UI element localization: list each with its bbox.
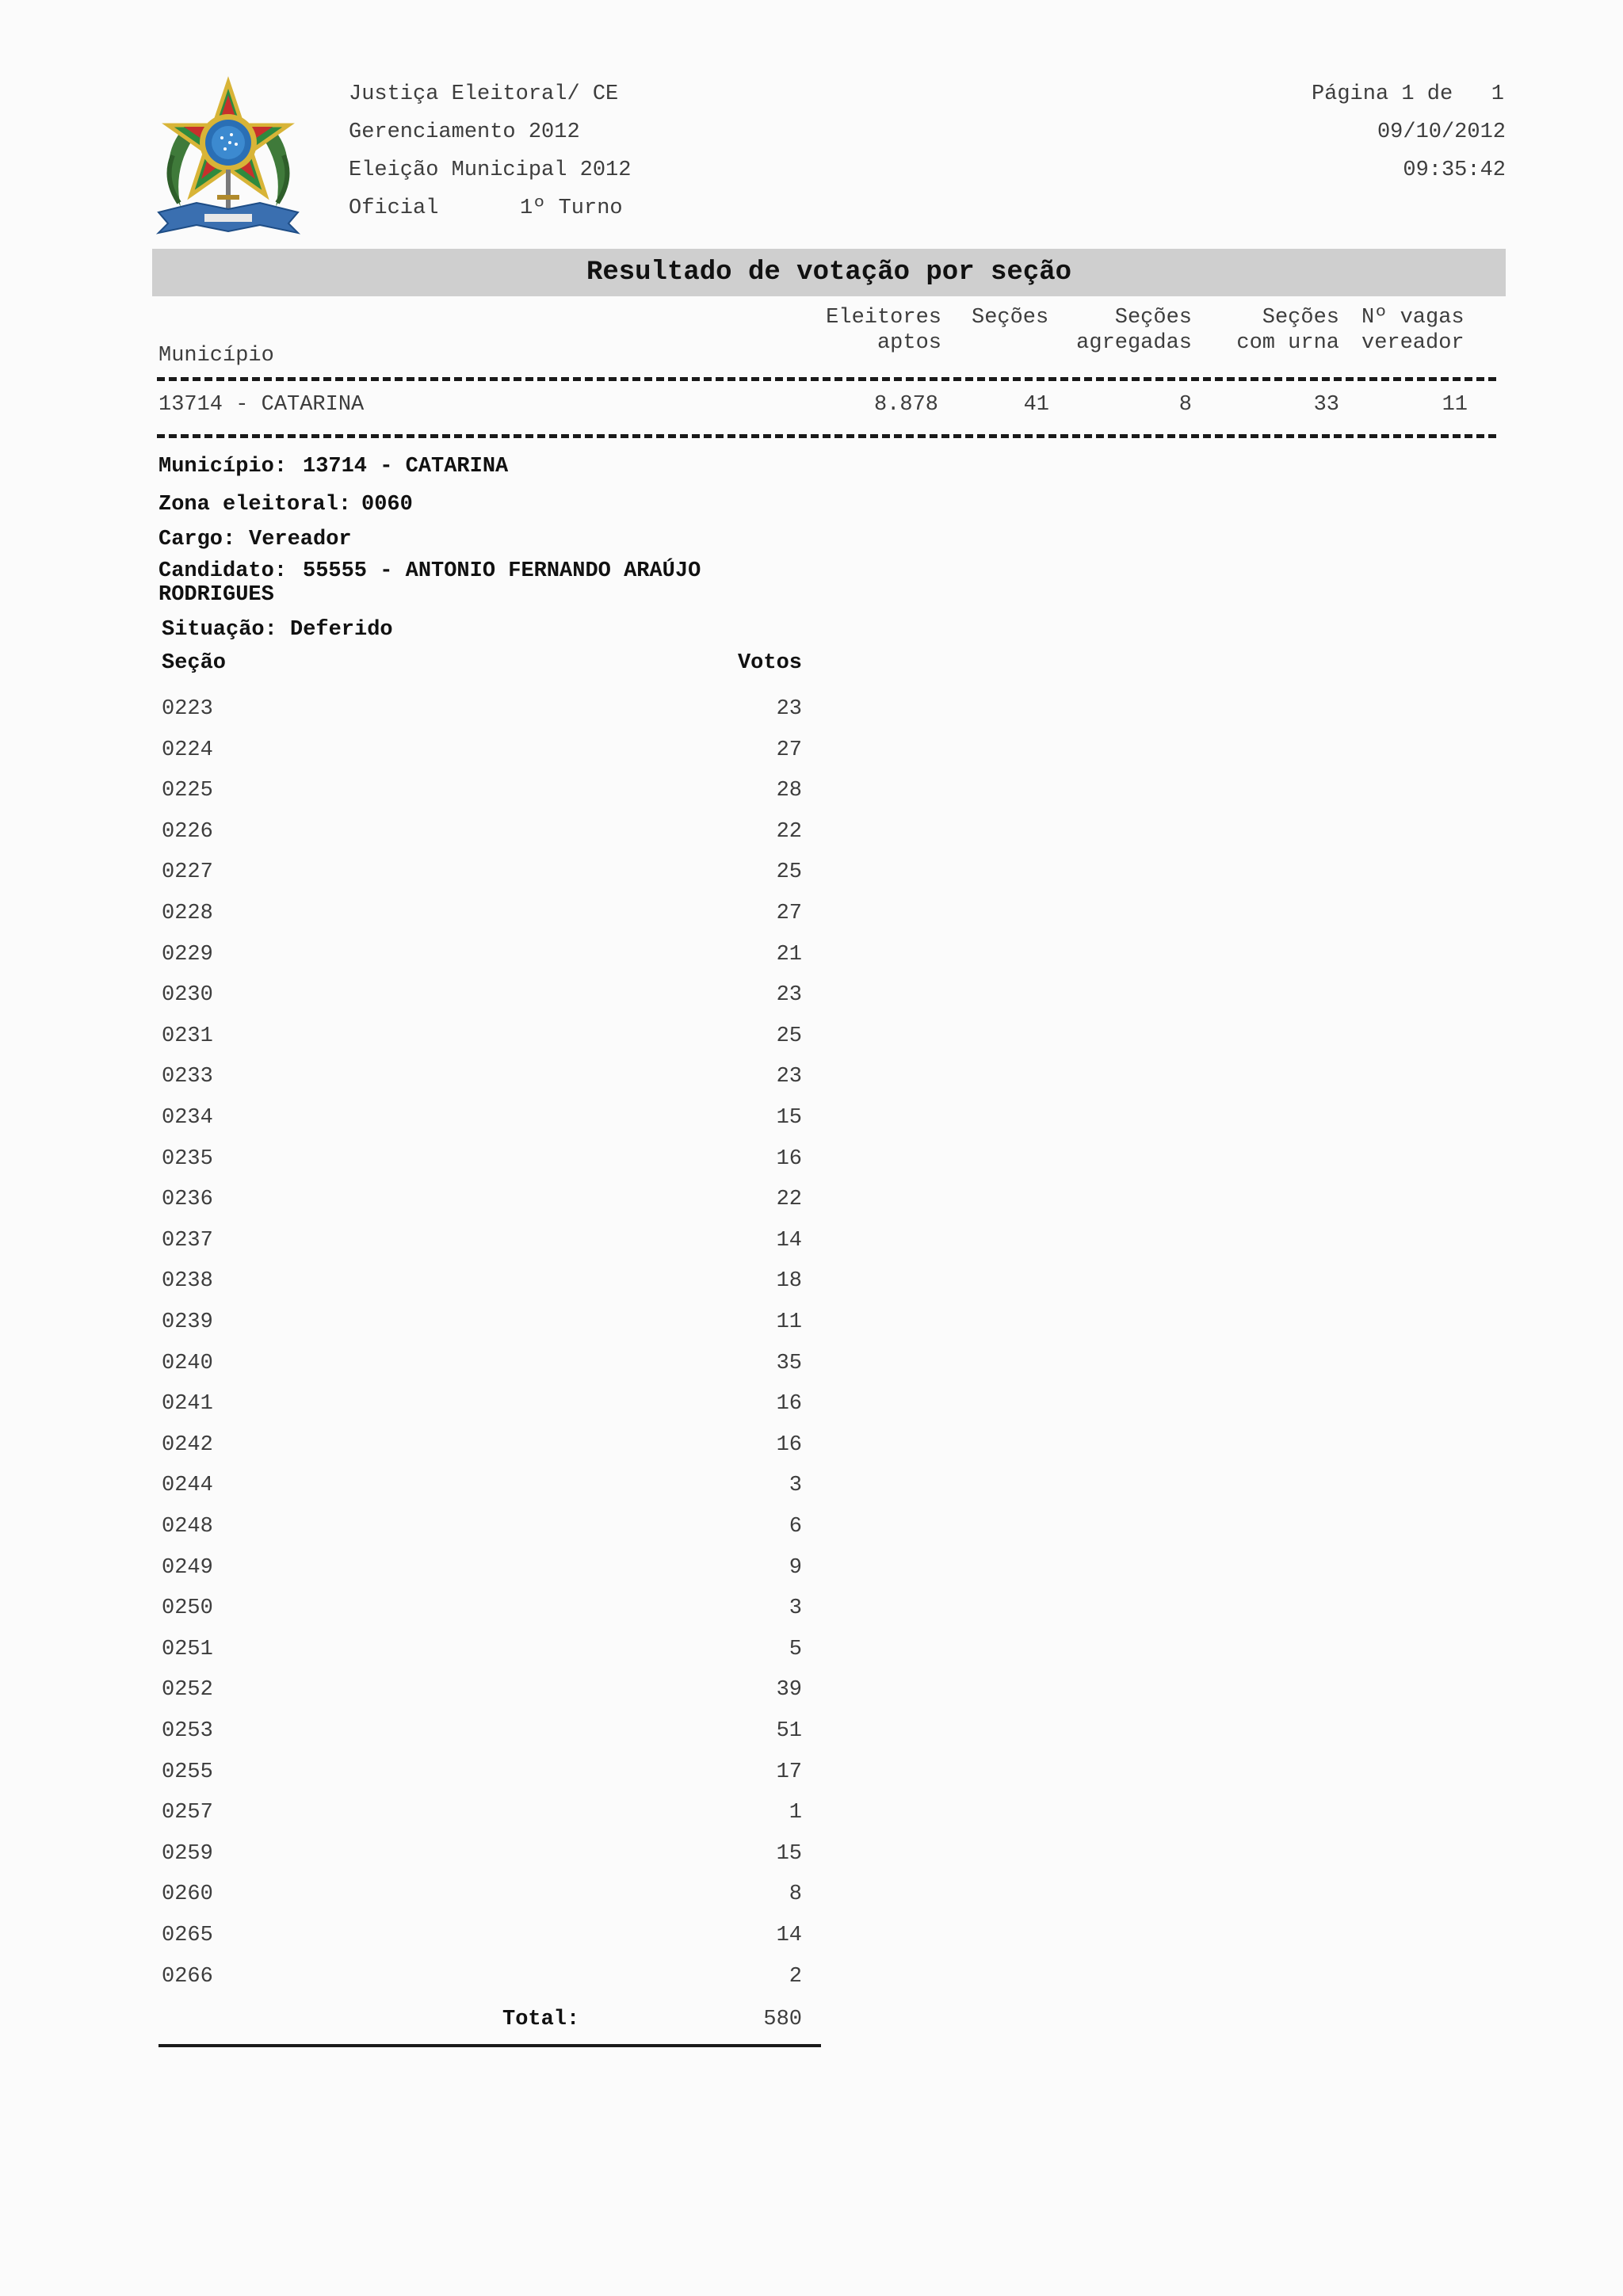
row-votos: 15 <box>776 1106 802 1130</box>
row-secao: 0235 <box>162 1146 213 1171</box>
row-votos: 3 <box>789 1596 802 1621</box>
row-votos: 23 <box>776 983 802 1008</box>
row-secao: 0228 <box>162 902 213 925</box>
total-underline <box>158 2044 821 2047</box>
row-secao: 0237 <box>162 1228 213 1253</box>
row-secao: 0230 <box>162 983 213 1008</box>
summary-eleitores: 8.878 <box>873 393 938 417</box>
row-secao: 0224 <box>162 738 213 762</box>
table-row <box>162 1474 802 1497</box>
row-secao: 0248 <box>162 1515 213 1539</box>
table-row <box>162 902 802 925</box>
row-secao: 0249 <box>162 1555 213 1580</box>
col-secao-header: Seção <box>162 651 227 675</box>
row-secao: 0240 <box>162 1351 213 1375</box>
row-votos: 21 <box>776 942 802 967</box>
divider <box>157 434 1496 438</box>
table-row <box>162 1065 802 1089</box>
row-votos: 27 <box>776 902 802 925</box>
row-secao: 0266 <box>162 1964 213 1989</box>
table-row <box>162 1024 802 1048</box>
row-votos: 16 <box>776 1432 802 1457</box>
summary-urna: 33 <box>1313 393 1339 417</box>
row-votos: 8 <box>789 1882 802 1907</box>
detail-municipio-label: Município: <box>158 455 288 479</box>
summary-vagas: 11 <box>1442 393 1468 417</box>
col-vagas-line1: Nº vagas <box>1361 306 1465 330</box>
col-eleitores-line1: Eleitores <box>826 306 941 330</box>
summary-secoes: 41 <box>1023 393 1049 417</box>
row-votos: 25 <box>776 1024 802 1048</box>
col-urna-line2: com urna <box>1236 331 1339 355</box>
coat-of-arms-icon <box>149 76 307 241</box>
detail-zona-label: Zona eleitoral: <box>158 493 352 517</box>
detail-situacao-label: Situação: <box>162 618 277 642</box>
row-secao: 0225 <box>162 779 213 803</box>
table-row <box>162 1760 802 1784</box>
detail-cargo-label: Cargo: <box>158 528 236 551</box>
row-votos: 6 <box>789 1515 802 1539</box>
table-row <box>162 779 802 803</box>
row-votos: 25 <box>776 860 802 885</box>
row-votos: 35 <box>776 1351 802 1375</box>
row-secao: 0252 <box>162 1678 213 1703</box>
system-name: Gerenciamento 2012 <box>349 120 580 144</box>
table-row <box>162 1310 802 1334</box>
row-secao: 0244 <box>162 1474 213 1498</box>
row-secao: 0231 <box>162 1024 213 1048</box>
col-agregadas-line2: agregadas <box>1076 331 1192 355</box>
table-row <box>162 1719 802 1743</box>
row-votos: 18 <box>776 1269 802 1294</box>
row-votos: 16 <box>776 1146 802 1171</box>
table-row <box>162 1433 802 1457</box>
row-secao: 0236 <box>162 1188 213 1212</box>
row-secao: 0223 <box>162 697 213 721</box>
report-date: 09/10/2012 <box>1377 120 1506 144</box>
row-secao: 0241 <box>162 1392 213 1417</box>
row-votos: 3 <box>789 1474 802 1498</box>
total-value: 580 <box>763 2008 802 2031</box>
row-votos: 28 <box>776 779 802 803</box>
row-secao: 0250 <box>162 1596 213 1621</box>
row-votos: 2 <box>789 1964 802 1989</box>
row-votos: 51 <box>776 1719 802 1743</box>
table-row <box>162 1392 802 1416</box>
row-votos: 1 <box>789 1801 802 1825</box>
col-eleitores-line2: aptos <box>876 331 941 355</box>
row-secao: 0242 <box>162 1432 213 1457</box>
detail-candidato-value-cont: RODRIGUES <box>158 583 274 607</box>
row-secao: 0257 <box>162 1801 213 1825</box>
table-row <box>162 1924 802 1947</box>
row-secao: 0238 <box>162 1269 213 1294</box>
col-secoes: Seções <box>972 306 1049 330</box>
table-row <box>162 1147 802 1171</box>
org-name: Justiça Eleitoral/ CE <box>349 82 619 106</box>
col-urna-line1: Seções <box>1262 306 1339 330</box>
row-secao: 0260 <box>162 1882 213 1907</box>
col-agregadas-line1: Seções <box>1114 306 1192 330</box>
row-votos: 15 <box>776 1841 802 1866</box>
row-secao: 0233 <box>162 1065 213 1089</box>
row-votos: 14 <box>776 1228 802 1253</box>
row-votos: 5 <box>789 1637 802 1661</box>
table-row <box>162 1352 802 1375</box>
table-row <box>162 738 802 762</box>
table-row <box>162 1269 802 1293</box>
row-secao: 0239 <box>162 1310 213 1334</box>
col-vagas-line2: vereador <box>1361 331 1465 355</box>
table-row <box>162 1188 802 1211</box>
report-title: Resultado de votação por seção <box>586 257 1072 288</box>
row-votos: 22 <box>776 1188 802 1212</box>
table-row <box>162 1106 802 1130</box>
table-row <box>162 1678 802 1702</box>
col-votos-header: Votos <box>737 651 802 675</box>
table-row <box>162 1515 802 1539</box>
row-votos: 9 <box>789 1555 802 1580</box>
row-votos: 22 <box>776 819 802 844</box>
row-secao: 0253 <box>162 1719 213 1743</box>
status-label: Oficial <box>349 196 439 220</box>
title-bar <box>152 249 1506 296</box>
row-secao: 0259 <box>162 1841 213 1866</box>
round-label: 1º Turno <box>520 196 623 220</box>
summary-agregadas: 8 <box>1178 393 1192 417</box>
table-row <box>162 860 802 884</box>
row-votos: 23 <box>776 1065 802 1089</box>
row-secao: 0265 <box>162 1924 213 1947</box>
row-votos: 23 <box>776 697 802 721</box>
detail-zona-value: 0060 <box>361 493 413 517</box>
table-row <box>162 1842 802 1866</box>
detail-candidato-label: Candidato: <box>158 559 288 583</box>
row-votos: 17 <box>776 1760 802 1784</box>
row-secao: 0227 <box>162 860 213 885</box>
row-secao: 0251 <box>162 1637 213 1661</box>
total-label: Total: <box>502 2008 580 2031</box>
table-row <box>162 1229 802 1253</box>
row-votos: 39 <box>776 1678 802 1703</box>
row-secao: 0234 <box>162 1106 213 1130</box>
table-row <box>162 983 802 1007</box>
page-number: Página 1 de 1 <box>1311 82 1504 106</box>
table-row <box>162 1801 802 1825</box>
divider <box>157 377 1496 381</box>
detail-municipio-value: 13714 - CATARINA <box>303 455 509 479</box>
table-row <box>162 1882 802 1906</box>
table-row <box>162 1556 802 1580</box>
election-name: Eleição Municipal 2012 <box>349 158 632 182</box>
detail-cargo-value: Vereador <box>249 528 352 551</box>
row-secao: 0229 <box>162 942 213 967</box>
report-time: 09:35:42 <box>1403 158 1506 182</box>
detail-candidato-value: 55555 - ANTONIO FERNANDO ARAÚJO <box>303 559 701 583</box>
table-row <box>162 697 802 721</box>
row-votos: 27 <box>776 738 802 762</box>
row-secao: 0255 <box>162 1760 213 1784</box>
table-row <box>162 1965 802 1989</box>
table-row <box>162 820 802 844</box>
summary-municipio: 13714 - CATARINA <box>158 393 365 417</box>
table-row <box>162 1638 802 1661</box>
row-votos: 16 <box>776 1392 802 1417</box>
row-secao: 0226 <box>162 819 213 844</box>
table-row <box>162 943 802 967</box>
detail-situacao-value: Deferido <box>290 618 393 642</box>
row-votos: 14 <box>776 1924 802 1947</box>
row-votos: 11 <box>776 1310 802 1334</box>
table-row <box>162 1596 802 1620</box>
col-municipio: Município <box>158 344 274 368</box>
